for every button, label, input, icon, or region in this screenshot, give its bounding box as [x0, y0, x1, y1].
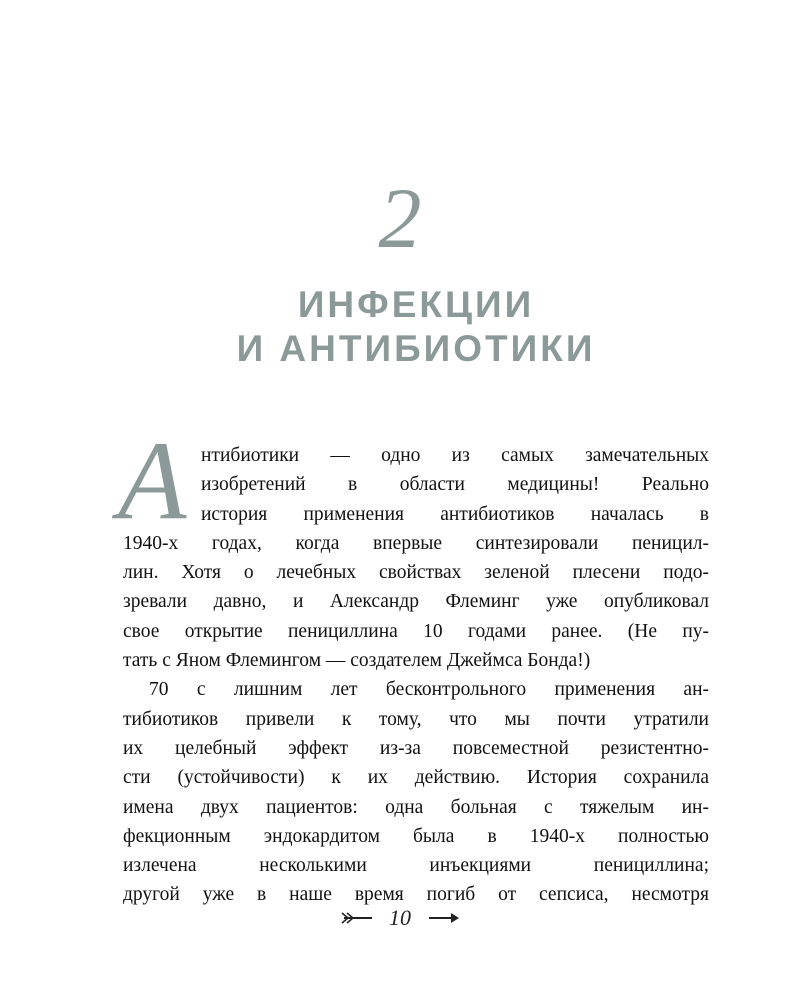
- text-line: 1940-х годах, когда впервые синтезировали пеницил-: [123, 532, 709, 554]
- text-line: сти (устойчивости) к их действию. История сохранила: [123, 767, 709, 789]
- text-line: их целебный эффект из-за повсеместной резистентно-: [123, 737, 709, 759]
- text-line: другой уже в наше время погиб от сепсиса, несмотря: [123, 884, 709, 906]
- chapter-title-line-2: И АНТИБИОТИКИ: [236, 328, 596, 369]
- text-line: лин. Хотя о лечебных свойствах зеленой плесени подо-: [123, 562, 709, 584]
- chapter-title-line-1: ИНФЕКЦИИ: [297, 284, 535, 325]
- drop-cap: А: [118, 419, 187, 543]
- page-footer: [0, 902, 800, 932]
- paragraph-1: [123, 441, 709, 675]
- text-line: зревали давно, и Александр Флеминг уже опубликовал: [123, 591, 709, 613]
- chapter-title: [0, 283, 800, 371]
- text-line: изобретений в области медицины! Реально: [201, 474, 709, 496]
- text-line: имена двух пациентов: одна больная с тяжелым ин-: [123, 796, 709, 818]
- text-line: свое открытие пенициллина 10 годами ранее. (Не пу-: [123, 620, 709, 642]
- body-text: [123, 441, 709, 910]
- text-line: история применения антибиотиков началась в: [201, 503, 709, 525]
- text-line: 70 с лишним лет бесконтрольного применения ан-: [149, 679, 709, 701]
- text-line: нтибиотики — одно из самых замечательных: [201, 445, 709, 466]
- text-line: тибиотиков привели к тому, что мы почти утратили: [123, 708, 709, 730]
- page-number: 10: [389, 904, 411, 930]
- arrow-head-ornament-icon: [427, 912, 461, 924]
- text-line: излечена несколькими инъекциями пенициллина;: [123, 855, 709, 877]
- chapter-number: 2: [378, 170, 422, 266]
- paragraph-2: [123, 675, 709, 909]
- arrow-tail-ornament-icon: [340, 912, 374, 924]
- text-line: тать с Яном Флемингом — создателем Джеймса Бонда!): [123, 650, 591, 672]
- text-line: фекционным эндокардитом была в 1940-х полностью: [123, 825, 709, 847]
